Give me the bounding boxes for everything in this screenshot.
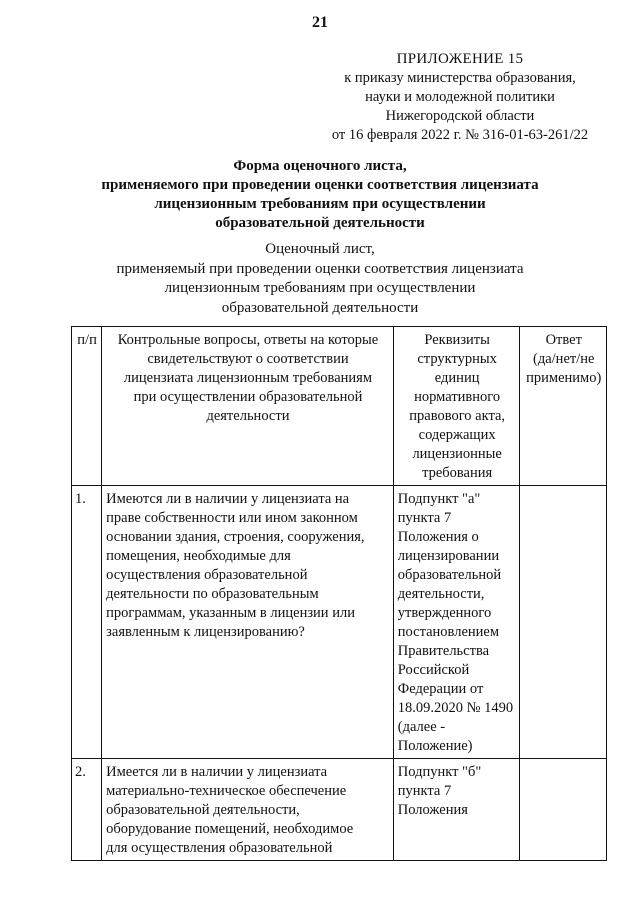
row-question: Имеется ли в наличии у лицензиата материально-техническое обеспечение образовательной деятельности, оборудование помещений, необходимое для осуществления образовательной <box>102 759 394 861</box>
header-question: Контрольные вопросы, ответы на которые свидетельствуют о соответствии лицензиата лицензионным требованиям при осуществлении образовательной деятельности <box>102 327 394 486</box>
annex-line: к приказу министерства образования, <box>344 70 576 86</box>
header-answer: Ответ (да/нет/не применимо) <box>520 327 607 486</box>
header-num: п/п <box>72 327 102 486</box>
annex-title: ПРИЛОЖЕНИЕ 15 <box>396 51 524 67</box>
table-row <box>72 486 607 759</box>
row-number: 2. <box>72 759 102 861</box>
subtitle-line: лицензионным требованиям при осуществлении <box>164 280 476 296</box>
form-title-line: применяемого при проведении оценки соответствия лицензиата <box>101 177 539 193</box>
header-requisites: Реквизиты структурных единиц нормативного правового акта, содержащих лицензионные требования <box>393 327 520 486</box>
row-answer <box>520 486 607 759</box>
annex-line: от 16 февраля 2022 г. № 316-01-63-261/22 <box>331 127 589 143</box>
row-number: 1. <box>72 486 102 759</box>
row-requisites: Подпункт "а" пункта 7 Положения о лицензировании образовательной деятельности, утвержденного постановлением Правительства Российской Федерации от 18.09.2020 № 1490 (далее - Положение) <box>393 486 520 759</box>
checklist-table <box>71 326 607 861</box>
row-answer <box>520 759 607 861</box>
subtitle-line: образовательной деятельности <box>221 299 419 316</box>
row-question: Имеются ли в наличии у лицензиата на праве собственности или ином законном основании здания, строения, сооружения, помещения, необходимые для осуществления образовательной деятельности по образовательным программам, указанным в лицензии или заявленным к лицензированию? <box>102 486 394 759</box>
checklist-subtitle <box>80 240 560 318</box>
annex-line: науки и молодежной политики <box>365 89 555 105</box>
form-title-line: лицензионным требованиям при осуществлении <box>154 196 486 212</box>
annex-block <box>300 50 620 145</box>
row-requisites: Подпункт "б" пункта 7 Положения <box>393 759 520 861</box>
form-title-line: Форма оценочного листа, <box>233 158 407 174</box>
form-title <box>80 157 560 233</box>
annex-line: Нижегородской области <box>385 108 535 124</box>
table-header-row <box>72 327 607 486</box>
subtitle-line: Оценочный лист, <box>265 241 375 257</box>
page-number: 21 <box>312 14 328 31</box>
table-row <box>72 759 607 861</box>
form-title-line: образовательной деятельности <box>215 215 425 231</box>
subtitle-line: применяемый при проведении оценки соответствия лицензиата <box>116 260 524 277</box>
